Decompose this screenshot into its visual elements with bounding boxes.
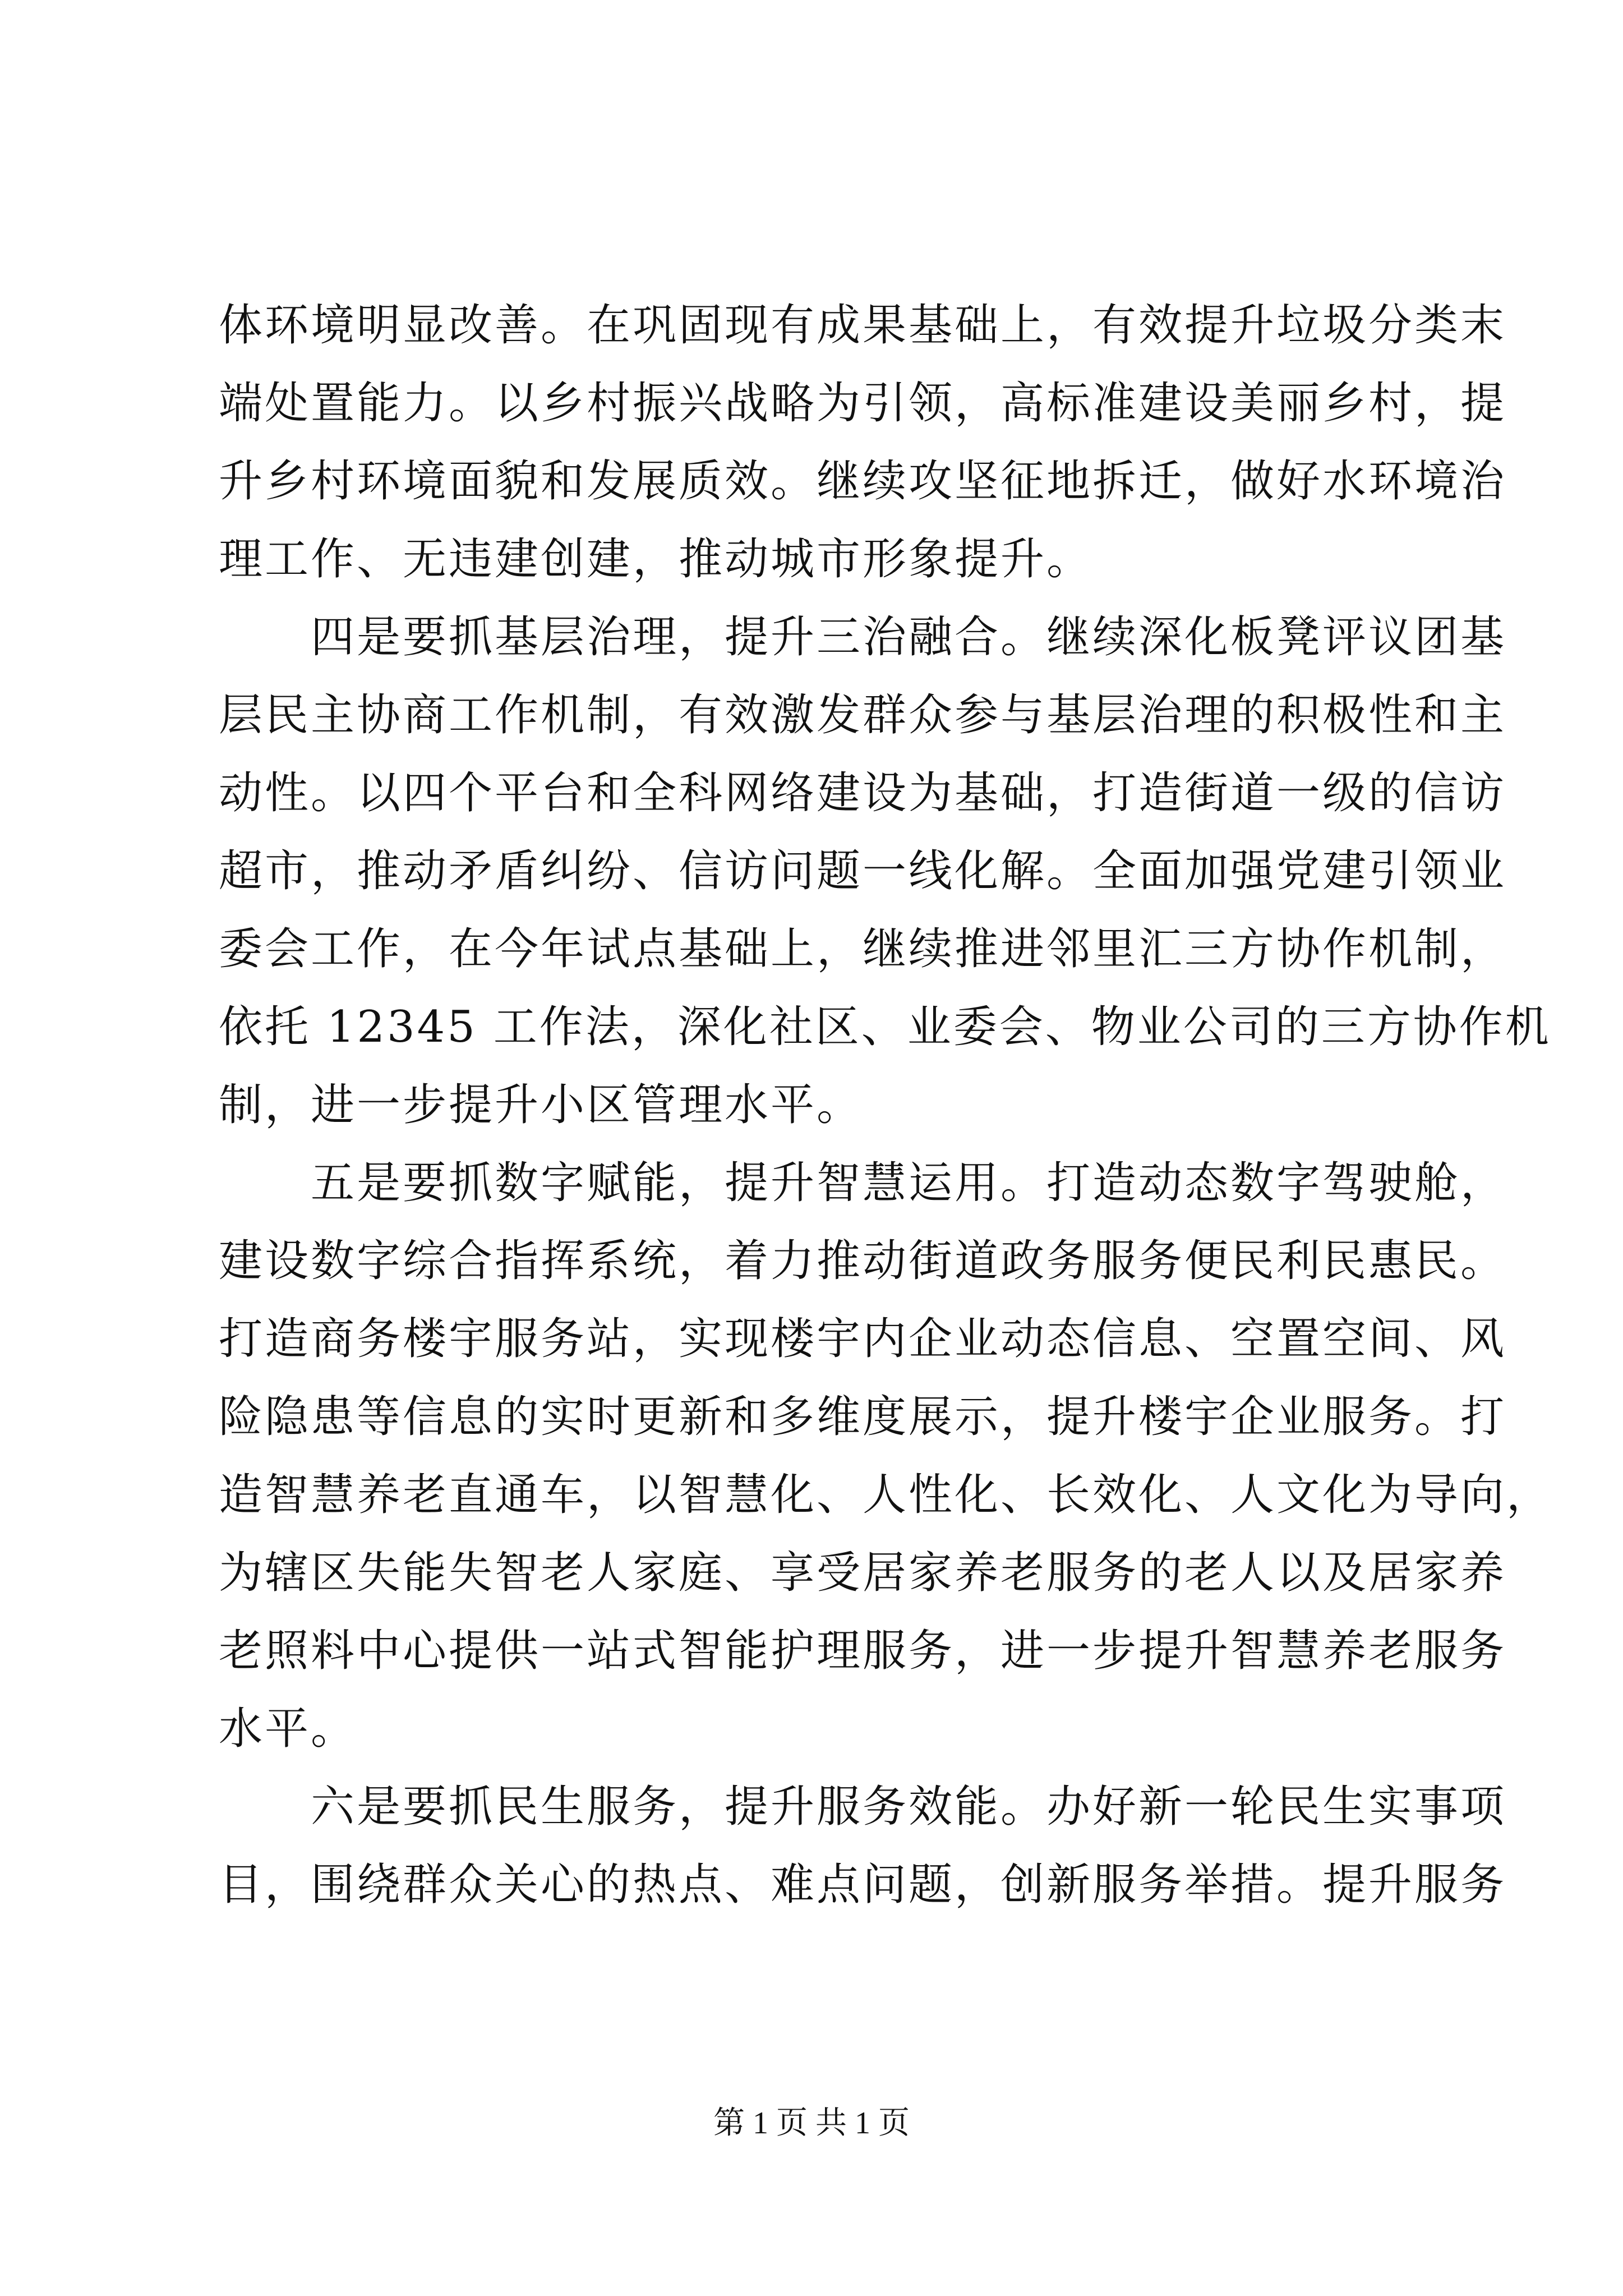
text-line: 端处置能力。以乡村振兴战略为引领，高标准建设美丽乡村，提 xyxy=(219,378,1507,429)
text-line: 动性。以四个平台和全科网络建设为基础，打造街道一级的信访 xyxy=(219,768,1507,818)
text-line: 水平。 xyxy=(219,1704,357,1754)
text-line: 老照料中心提供一站式智能护理服务，进一步提升智慧养老服务 xyxy=(219,1626,1507,1676)
text-line: 制，进一步提升小区管理水平。 xyxy=(219,1080,863,1130)
text-line: 依托 12345 工作法，深化社区、业委会、物业公司的三方协作机 xyxy=(219,1002,1551,1052)
text-line: 层民主协商工作机制，有效激发群众参与基层治理的积极性和主 xyxy=(219,690,1507,740)
text-line: 体环境明显改善。在巩固现有成果基础上，有效提升垃圾分类末 xyxy=(219,300,1507,351)
paragraph-start-line: 六是要抓民生服务，提升服务效能。办好新一轮民生实事项 xyxy=(219,1782,1507,1832)
text-line: 为辖区失能失智老人家庭、享受居家养老服务的老人以及居家养 xyxy=(219,1548,1507,1598)
text-line: 建设数字综合指挥系统，着力推动街道政务服务便民利民惠民。 xyxy=(219,1236,1507,1286)
text-line: 升乡村环境面貌和发展质效。继续攻坚征地拆迁，做好水环境治 xyxy=(219,456,1507,507)
text-line: 险隐患等信息的实时更新和多维度展示，提升楼宇企业服务。打 xyxy=(219,1392,1507,1442)
text-line: 理工作、无违建创建，推动城市形象提升。 xyxy=(219,534,1093,585)
page-footer: 第 1 页 共 1 页 xyxy=(713,2106,910,2141)
text-line: 打造商务楼宇服务站，实现楼宇内企业动态信息、空置空间、风 xyxy=(219,1314,1507,1364)
text-line: 超市，推动矛盾纠纷、信访问题一线化解。全面加强党建引领业 xyxy=(219,846,1507,896)
paragraph-start-line: 五是要抓数字赋能，提升智慧运用。打造动态数字驾驶舱， xyxy=(219,1158,1507,1208)
text-line: 委会工作，在今年试点基础上，继续推进邻里汇三方协作机制， xyxy=(219,924,1507,974)
text-line: 目，围绕群众关心的热点、难点问题，创新服务举措。提升服务 xyxy=(219,1860,1507,1910)
paragraph-start-line: 四是要抓基层治理，提升三治融合。继续深化板凳评议团基 xyxy=(219,612,1507,662)
text-line: 造智慧养老直通车，以智慧化、人性化、长效化、人文化为导向， xyxy=(219,1470,1553,1520)
